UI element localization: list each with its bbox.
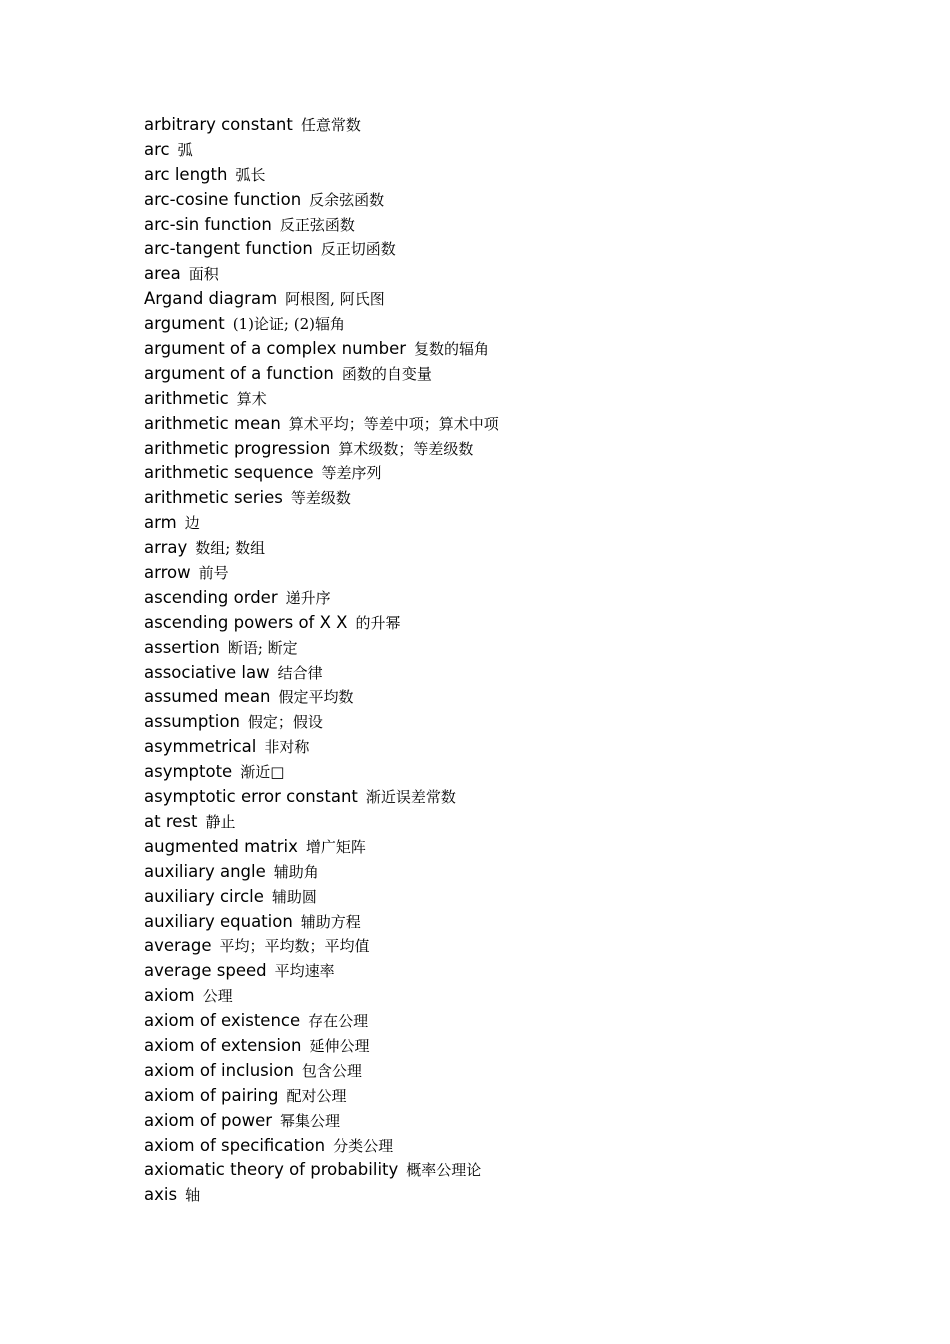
entry-term: arbitrary constant (144, 115, 293, 134)
glossary-entry (144, 1009, 499, 1034)
entry-term: asymmetrical (144, 737, 257, 757)
entry-term: ascending order (144, 587, 278, 607)
entry-term: Argand diagram (144, 289, 278, 309)
glossary-entry (144, 312, 499, 337)
entry-translation: 轴 (185, 1186, 201, 1205)
entry-translation: 平均；平均数；平均值 (219, 937, 370, 956)
entry-translation: 函数的自变量 (341, 364, 432, 383)
entry-translation: 算术平均；等差中项；算术中项 (288, 414, 499, 433)
entry-term: asymptotic error constant (144, 787, 358, 807)
entry-term: argument (144, 314, 225, 334)
entry-term: arrow (144, 563, 191, 583)
entry-translation: 数组; 数组 (195, 539, 266, 558)
glossary-entry (144, 262, 499, 287)
entry-translation: 边 (184, 514, 200, 533)
entry-translation: 辅助圆 (271, 887, 317, 906)
entry-translation: 结合律 (277, 663, 323, 682)
glossary-entry (144, 163, 499, 188)
glossary-entry (144, 337, 499, 362)
glossary-entry (144, 1109, 499, 1134)
entry-term: asymptote (144, 762, 233, 782)
entry-translation: 弧长 (235, 165, 266, 184)
entry-translation: 反正切函数 (320, 240, 396, 259)
entry-term: axiom of inclusion (144, 1060, 294, 1080)
glossary-entry (144, 785, 499, 810)
glossary-entry (144, 188, 499, 213)
entry-term: arc-tangent function (144, 239, 313, 259)
entry-translation: 反正弦函数 (279, 215, 355, 234)
glossary-entry (144, 213, 499, 238)
entry-translation: 存在公理 (308, 1012, 369, 1031)
entry-term: ascending powers of X X (144, 612, 348, 632)
entry-translation: 辅助角 (273, 862, 319, 881)
entry-term: arithmetic series (144, 488, 283, 508)
glossary-entry (144, 661, 499, 686)
entry-term: axiom of specification (144, 1135, 326, 1155)
entry-term: average speed (144, 961, 267, 981)
entry-translation: 算术 (236, 389, 267, 408)
glossary-entry (144, 636, 499, 661)
glossary-entry (144, 835, 499, 860)
entry-term: axiom of pairing (144, 1085, 279, 1105)
entry-term: arm (144, 513, 177, 533)
entry-term: at rest (144, 811, 198, 831)
entry-translation: 包含公理 (301, 1061, 362, 1080)
glossary-entry (144, 1158, 499, 1183)
glossary-entry (144, 138, 499, 163)
entry-translation: 公理 (202, 987, 233, 1006)
entry-translation: 复数的辐角 (414, 340, 490, 359)
entry-term: axiom (144, 986, 195, 1006)
entry-term: arithmetic progression (144, 438, 331, 458)
glossary-entry (144, 561, 499, 586)
glossary-entry (144, 1034, 499, 1059)
entry-term: assertion (144, 637, 220, 657)
glossary-entry (144, 461, 499, 486)
entry-term: axiom of power (144, 1110, 273, 1130)
entry-term: associative law (144, 662, 270, 682)
entry-translation: 断语; 断定 (227, 638, 298, 657)
entry-term: axis (144, 1185, 178, 1205)
entry-term: auxiliary angle (144, 861, 266, 881)
entry-translation: 面积 (188, 265, 219, 284)
glossary-entry (144, 536, 499, 561)
entry-translation: 延伸公理 (309, 1036, 370, 1055)
entry-translation: 幂集公理 (280, 1111, 341, 1130)
glossary-entry (144, 984, 499, 1009)
entry-term: array (144, 538, 188, 558)
entry-translation: 增广矩阵 (305, 837, 366, 856)
entry-term: argument of a function (144, 363, 334, 383)
glossary-entry (144, 486, 499, 511)
entry-translation: 阿根图, 阿氏图 (285, 290, 385, 309)
glossary-entry (144, 511, 499, 536)
glossary-entry (144, 934, 499, 959)
glossary-entry (144, 611, 499, 636)
entry-term: arc length (144, 164, 228, 184)
glossary-entry (144, 710, 499, 735)
glossary-entry (144, 1134, 499, 1159)
entry-term: axiom of existence (144, 1011, 301, 1031)
glossary-entry (144, 860, 499, 885)
entry-translation: 弧 (177, 140, 193, 159)
glossary-list (144, 113, 499, 1208)
entry-term: arithmetic mean (144, 413, 281, 433)
entry-term: area (144, 264, 181, 284)
entry-translation: 非对称 (264, 738, 310, 757)
glossary-entry (144, 362, 499, 387)
glossary-entry (144, 113, 499, 138)
entry-translation: 前号 (198, 564, 229, 583)
glossary-entry (144, 685, 499, 710)
entry-term: auxiliary circle (144, 886, 264, 906)
entry-term: arc (144, 139, 170, 159)
glossary-entry (144, 437, 499, 462)
glossary-entry (144, 735, 499, 760)
entry-term: augmented matrix (144, 836, 298, 856)
glossary-entry (144, 287, 499, 312)
glossary-entry (144, 1183, 499, 1208)
entry-term: axiom of extension (144, 1035, 302, 1055)
entry-term: auxiliary equation (144, 911, 293, 931)
glossary-entry (144, 810, 499, 835)
entry-translation: 分类公理 (333, 1136, 394, 1155)
entry-translation: 等差级数 (290, 489, 351, 508)
glossary-entry (144, 1059, 499, 1084)
entry-term: arc-sin function (144, 214, 272, 234)
glossary-entry (144, 885, 499, 910)
entry-term: average (144, 936, 212, 956)
entry-translation: 的升幂 (355, 613, 401, 632)
entry-translation: 任意常数 (300, 116, 361, 134)
entry-translation: 静止 (205, 812, 236, 831)
glossary-entry (144, 387, 499, 412)
entry-translation: (1)论证; (2)辐角 (232, 315, 346, 334)
entry-translation: 假定；假设 (247, 713, 323, 732)
entry-translation: 渐近□ (240, 763, 285, 782)
entry-translation: 递升序 (285, 588, 331, 607)
glossary-entry (144, 237, 499, 262)
entry-translation: 反余弦函数 (309, 190, 385, 209)
entry-translation: 渐近误差常数 (365, 788, 456, 807)
glossary-entry (144, 1084, 499, 1109)
glossary-entry (144, 412, 499, 437)
entry-term: axiomatic theory of probability (144, 1160, 399, 1180)
entry-translation: 假定平均数 (278, 688, 354, 707)
entry-term: assumption (144, 712, 240, 732)
entry-term: assumed mean (144, 687, 271, 707)
entry-translation: 辅助方程 (300, 912, 361, 931)
entry-term: arithmetic sequence (144, 463, 314, 483)
glossary-entry (144, 760, 499, 785)
entry-translation: 平均速率 (274, 962, 335, 981)
entry-term: argument of a complex number (144, 339, 407, 359)
entry-translation: 概率公理论 (406, 1161, 482, 1180)
glossary-entry (144, 959, 499, 984)
entry-term: arc-cosine function (144, 189, 302, 209)
entry-translation: 等差序列 (321, 464, 382, 483)
glossary-entry (144, 910, 499, 935)
entry-term: arithmetic (144, 388, 229, 408)
entry-translation: 配对公理 (286, 1086, 347, 1105)
glossary-entry (144, 586, 499, 611)
entry-translation: 算术级数；等差级数 (338, 439, 474, 458)
